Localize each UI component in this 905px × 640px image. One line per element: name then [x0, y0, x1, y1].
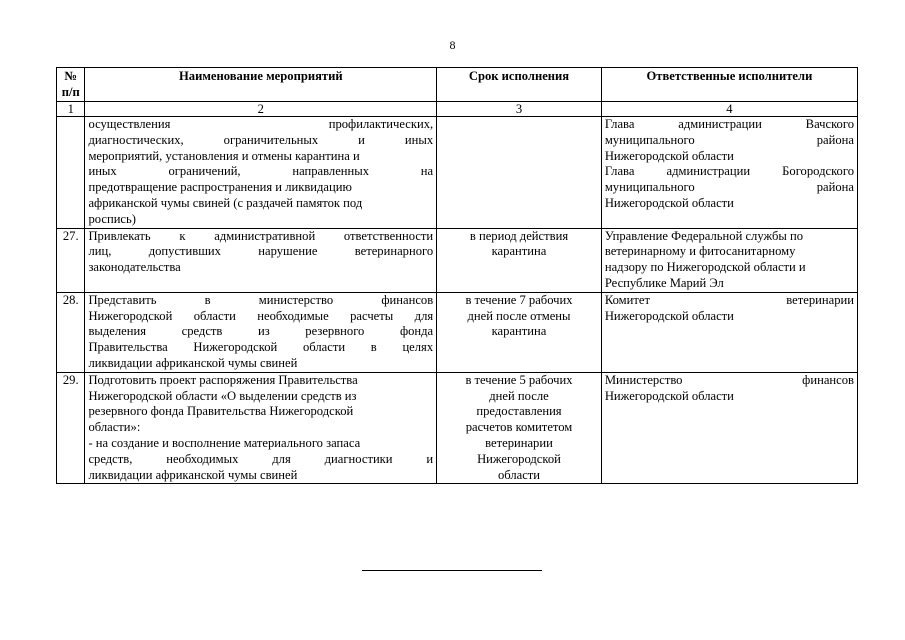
deadline-cell-line: карантина — [491, 324, 547, 339]
responsible-cell-line: Нижегородской области — [604, 308, 734, 323]
header-responsible: Ответственные исполнители — [601, 68, 857, 102]
responsible-cell — [601, 117, 857, 229]
deadline-cell-line: карантина — [491, 244, 547, 259]
measure-name-cell-line: ликвидации африканской чумы свиней — [88, 355, 298, 370]
responsible-cell-line: Министерство финансов — [604, 372, 854, 387]
header-deadline: Срок исполнения — [437, 68, 602, 102]
page-number: 8 — [449, 38, 456, 52]
header-measure-name: Наименование мероприятий — [85, 68, 437, 102]
measure-name-cell-line: Представить в министерство финансов — [88, 292, 434, 307]
responsible-cell-line: Управление Федеральной службы по — [604, 228, 804, 243]
measures-table — [56, 67, 858, 484]
measure-name-cell-line: диагностических, ограничительных и иных — [88, 132, 434, 147]
deadline-cell — [437, 292, 602, 372]
responsible-cell — [601, 372, 857, 484]
measure-name-cell-line: иных ограничений, направленных на — [88, 164, 434, 179]
measure-name-cell — [85, 117, 437, 229]
deadline-cell-line: в течение 5 рабочих — [465, 372, 573, 387]
measure-name-cell-line: лиц, допустивших нарушение ветеринарного — [88, 244, 434, 259]
measure-name-cell — [85, 292, 437, 372]
deadline-cell — [437, 372, 602, 484]
row-number — [57, 117, 85, 229]
measure-name-cell-line: Нижегородской области «О выделении средств из — [88, 388, 357, 403]
responsible-cell — [601, 228, 857, 292]
measure-name-cell-line: Привлекать к административной ответственности — [88, 228, 434, 243]
measure-name-cell-line: африканской чумы свиней (с раздачей памяток под — [88, 195, 363, 210]
measure-name-cell-line: Правительства Нижегородской области в целях — [88, 340, 434, 355]
responsible-cell — [601, 292, 857, 372]
deadline-cell-line: в период действия — [469, 228, 569, 243]
measure-name-cell-line: Нижегородской области необходимые расчеты для — [88, 308, 434, 323]
deadline-cell-line: Нижегородской — [477, 451, 561, 466]
column-number-row — [57, 102, 858, 117]
measure-name-cell-line: мероприятий, установления и отмены карантина и — [88, 148, 360, 163]
responsible-cell-line: муниципального района — [604, 132, 854, 147]
deadline-cell-line: ветеринарии — [485, 435, 553, 450]
deadline-cell-line: в течение 7 рабочих — [465, 292, 573, 307]
responsible-cell-line: Комитет ветеринарии — [604, 292, 854, 307]
measure-name-cell-line: выделения средств из резервного фонда — [88, 324, 434, 339]
table-row — [57, 117, 858, 229]
measure-name-cell-line: предотвращение распространения и ликвидацию — [88, 180, 352, 195]
column-number: 1 — [57, 102, 85, 117]
responsible-cell-line: Нижегородской области — [604, 195, 734, 210]
table-body — [57, 117, 858, 484]
responsible-cell-line: надзору по Нижегородской области и — [604, 260, 806, 275]
measure-name-cell-line: роспись) — [88, 211, 136, 226]
deadline-cell — [437, 228, 602, 292]
column-number: 2 — [85, 102, 437, 117]
row-number: 28. — [57, 292, 85, 372]
measure-name-cell — [85, 228, 437, 292]
responsible-cell-line: Нижегородской области — [604, 148, 734, 163]
responsible-cell-line: Глава администрации Вачского — [604, 117, 854, 131]
signature-divider — [362, 570, 542, 571]
column-number: 4 — [601, 102, 857, 117]
responsible-cell-line: Глава администрации Богородского — [604, 164, 854, 179]
table-header-row — [57, 68, 858, 102]
responsible-cell-line: Республике Марий Эл — [604, 275, 724, 290]
measure-name-cell-line: законодательства — [88, 260, 181, 275]
deadline-cell-line: дней после отмены — [467, 308, 571, 323]
measure-name-cell-line: области»: — [88, 420, 141, 435]
measure-name-cell-line: - на создание и восполнение материального запаса — [88, 435, 361, 450]
measure-name-cell-line: осуществления профилактических, — [88, 117, 434, 131]
measure-name-cell-line: средств, необходимых для диагностики и — [88, 451, 434, 466]
table-row — [57, 228, 858, 292]
responsible-cell-line: ветеринарному и фитосанитарному — [604, 244, 796, 259]
deadline-cell-line: дней после — [489, 388, 549, 403]
column-number: 3 — [437, 102, 602, 117]
deadline-cell-line: предоставления — [476, 404, 562, 419]
table-row — [57, 372, 858, 484]
measure-name-cell-line: ликвидации африканской чумы свиней — [88, 467, 298, 482]
table-row — [57, 292, 858, 372]
measure-name-cell-line: резервного фонда Правительства Нижегородской — [88, 404, 354, 419]
header-number: № п/п — [57, 68, 85, 102]
deadline-cell — [437, 117, 602, 229]
measure-name-cell-line: Подготовить проект распоряжения Правительства — [88, 372, 358, 387]
responsible-cell-line: муниципального района — [604, 180, 854, 195]
measure-name-cell — [85, 372, 437, 484]
row-number: 29. — [57, 372, 85, 484]
row-number: 27. — [57, 228, 85, 292]
responsible-cell-line: Нижегородской области — [604, 388, 734, 403]
deadline-cell-line: расчетов комитетом — [465, 420, 573, 435]
deadline-cell-line: области — [497, 467, 541, 482]
